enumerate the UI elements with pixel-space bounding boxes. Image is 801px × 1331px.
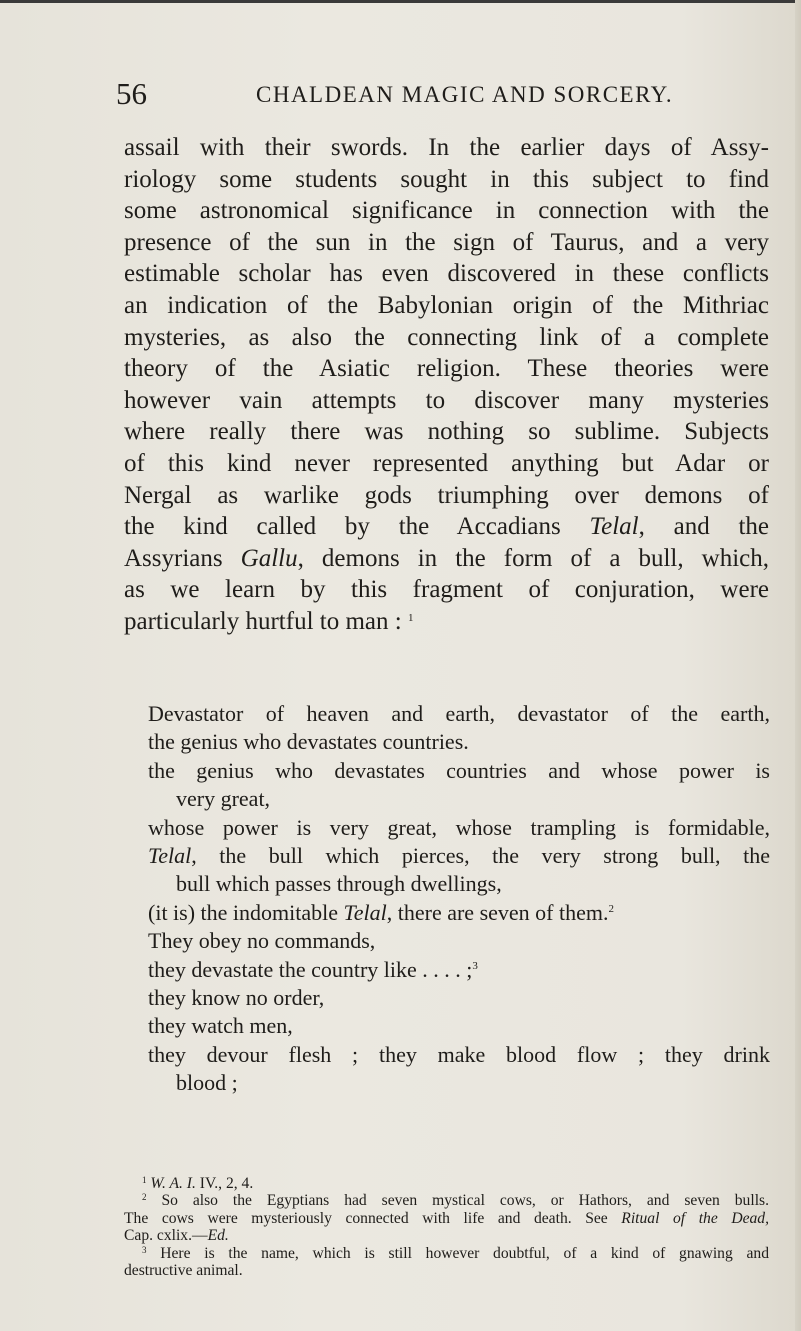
- body-text-run: Assyrians: [124, 544, 241, 572]
- verse-text-run: , the bull which pierces, the very strong bull, the: [191, 843, 770, 869]
- verse-line: They obey no commands,: [148, 928, 376, 954]
- body-line: an indication of the Babylonian origin of the Mithriac: [124, 291, 769, 319]
- body-line: assail with their swords. In the earlier days of Assy-: [124, 134, 769, 161]
- italic-term: Telal: [343, 899, 387, 925]
- body-line: theory of the Asiatic religion. These theories were: [124, 355, 769, 383]
- body-line: [124, 511, 769, 543]
- body-line: riology some students sought in this subject to find: [124, 165, 769, 193]
- footnote-number: 2: [142, 1192, 147, 1203]
- footnote-continuation: [124, 1210, 769, 1227]
- verse-line: very great,: [176, 786, 271, 812]
- body-text-run: particularly hurtful to man :: [124, 607, 408, 635]
- body-line: of this kind never represented anything but Adar or: [124, 449, 769, 477]
- verse-line: Devastator of heaven and earth, devastator of the earth,: [148, 701, 770, 726]
- verse-line: blood ;: [176, 1070, 238, 1096]
- italic-term: Ed.: [207, 1227, 229, 1245]
- footnote-text: The cows were mysteriously connected with life and death. See: [124, 1209, 622, 1227]
- page-number: 56: [116, 76, 147, 111]
- verse-line: bull which passes through dwellings,: [176, 871, 502, 897]
- verse-line: [148, 842, 770, 870]
- footnote-text: destructive animal.: [124, 1262, 243, 1280]
- footnote-text: Here is the name, which is still however doubtful, of a kind of gnawing and: [160, 1244, 769, 1262]
- verse-line: [148, 956, 770, 984]
- verse-text-run: , there are seven of them.: [386, 899, 609, 925]
- body-paragraph: [124, 132, 769, 638]
- footnote-continuation: [124, 1262, 769, 1279]
- italic-term: Telal: [148, 843, 192, 869]
- footnote-number: 1: [142, 1175, 147, 1185]
- conjuration-verse: [148, 700, 770, 1098]
- italic-term: Gallu: [240, 544, 298, 572]
- page-header: [116, 76, 676, 116]
- verse-line: the genius who devastates countries and whose power is: [148, 757, 770, 783]
- page-edge-shadow: [795, 0, 801, 1331]
- footnote-text: Cap. cxlix.—: [124, 1227, 208, 1245]
- verse-line: they watch men,: [148, 1013, 293, 1039]
- italic-term: Ritual of the Dead,: [621, 1209, 769, 1227]
- footnote: [124, 1245, 769, 1262]
- verse-line: whose power is very great, whose trampling is formidable,: [148, 814, 770, 840]
- verse-text-run: they devastate the country like . . . . ;: [148, 956, 473, 982]
- body-line: as we learn by this fragment of conjuration, were: [124, 576, 769, 604]
- footnote-ref[interactable]: 3: [472, 959, 478, 972]
- footnote-text: IV., 2, 4.: [195, 1175, 254, 1192]
- body-text-run: the kind called by the Accadians: [124, 513, 590, 541]
- body-line: presence of the sun in the sign of Taurus, and a very: [124, 228, 769, 256]
- body-line: [124, 606, 769, 638]
- running-head: CHALDEAN MAGIC AND SORCERY.: [256, 82, 674, 107]
- top-rule: [0, 0, 801, 3]
- footnote-text: So also the Egyptians had seven mystical cows, or Hathors, and seven bulls.: [161, 1192, 769, 1210]
- verse-line: they devour flesh ; they make blood flow ; they drink: [148, 1041, 770, 1067]
- body-text-run: , and the: [638, 513, 769, 541]
- footnote: [124, 1175, 769, 1192]
- verse-line: [148, 899, 770, 927]
- body-text-run: , demons in the form of a bull, which,: [297, 544, 769, 572]
- footnotes: [124, 1175, 769, 1279]
- verse-line: the genius who devastates countries.: [148, 729, 469, 755]
- footnote-ref[interactable]: 1: [407, 611, 414, 624]
- body-line: some astronomical significance in connection with the: [124, 197, 769, 225]
- footnote: [124, 1192, 769, 1209]
- footnote-continuation: [124, 1227, 769, 1244]
- footnote-number: 3: [142, 1244, 147, 1255]
- verse-line: they know no order,: [148, 985, 325, 1011]
- body-line: where really there was nothing so sublime. Subjects: [124, 418, 769, 446]
- footnote-ref[interactable]: 2: [608, 902, 614, 915]
- body-line: [124, 543, 769, 575]
- italic-term: Telal: [589, 513, 639, 541]
- body-line: Nergal as warlike gods triumphing over demons of: [124, 481, 769, 509]
- verse-text-run: (it is) the indomitable: [148, 899, 344, 925]
- body-line: however vain attempts to discover many mysteries: [124, 386, 769, 414]
- body-line: mysteries, as also the connecting link of a complete: [124, 323, 769, 351]
- italic-term: W. A. I.: [150, 1175, 196, 1192]
- body-line: estimable scholar has even discovered in these conflicts: [124, 260, 769, 288]
